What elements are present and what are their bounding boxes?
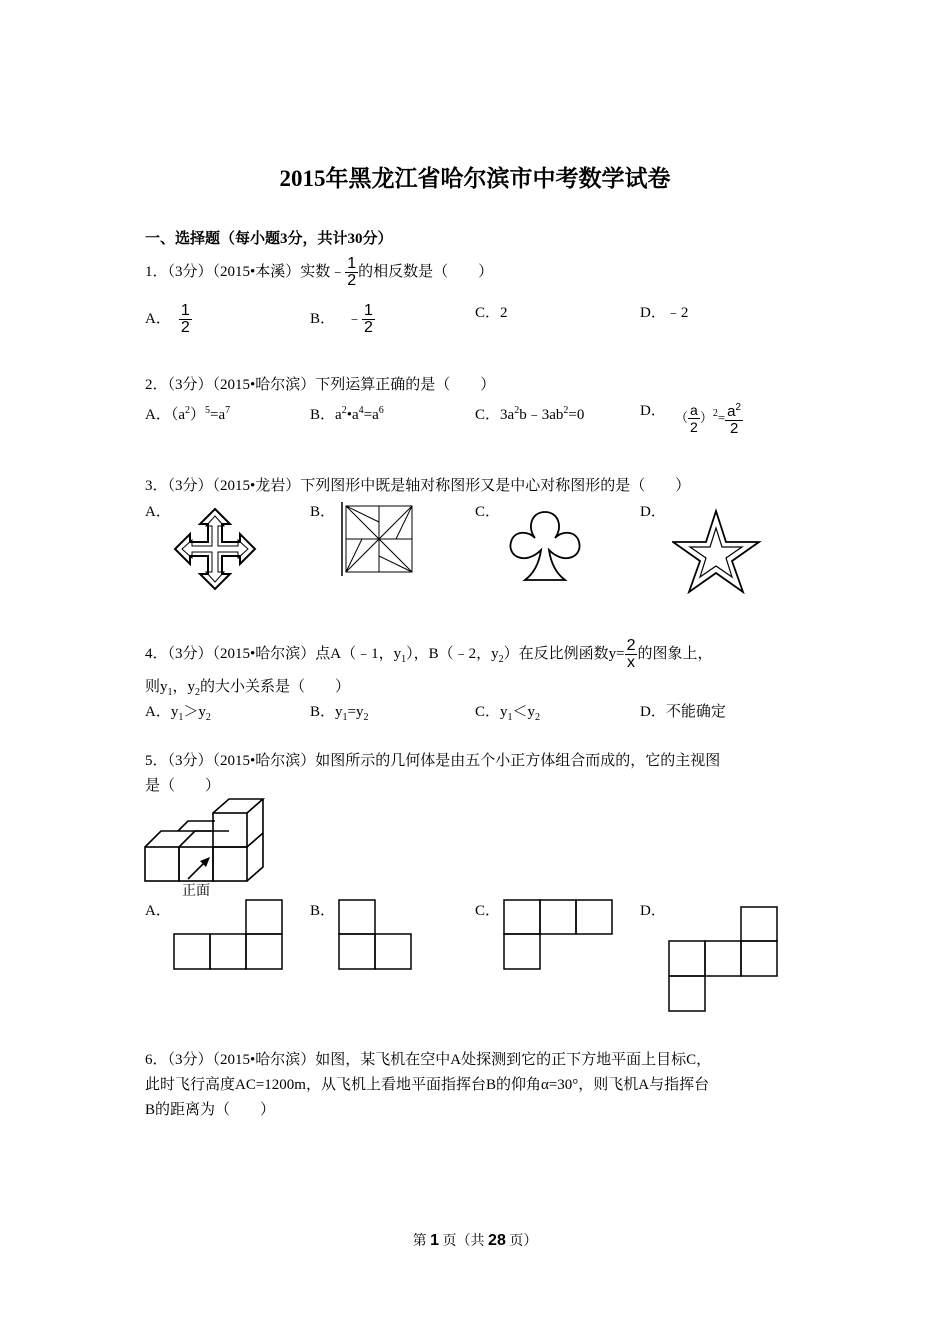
q3-option-b[interactable]: B． [310,504,336,520]
pinwheel-figure [338,500,420,578]
q2-option-d-label[interactable]: D． [640,403,666,419]
q1-option-b[interactable]: B． ﹣ $\frac{1}{2}$ [310,302,373,336]
q1-option-d[interactable]: D．﹣2 [640,305,689,321]
q6-stem-line2: 此时飞行高度AC=1200m，从飞机上看地平面指挥台B的仰角α=30°，则飞机A与指挥台 [145,1077,710,1093]
q5-view-a [173,899,285,971]
q4-option-c[interactable]: C．$y_1<y_2$ [475,704,541,723]
q5-view-d [668,906,780,1014]
q1-stem: 1．（3分）（2015•本溪）实数﹣ $\frac{1}{2}$ 的相反数是（ ） [145,255,494,289]
q3-option-c[interactable]: C． [475,504,501,520]
q5-stem-line2: 是（ ） [145,778,221,794]
section-heading: 一、选择题（每小题3分，共计30分） [145,231,393,247]
q4-option-b[interactable]: B．$y_1=y_2$ [310,704,369,723]
q1-option-c[interactable]: C．2 [475,305,508,321]
front-label: 正面 [182,883,210,899]
q6-stem: 6．（3分）（2015•哈尔滨）如图，某飞机在空中A处探测到它的正下方地平面上目标C， [145,1052,712,1068]
club-figure [505,506,585,586]
q2-option-d-expr: （ $\frac{a}{2}$ ）$^2$= $\frac{a^2}{2}$ [675,402,742,437]
q6-stem-line3: B的距离为（ ） [145,1102,276,1118]
q5-option-c[interactable]: C． [475,903,501,919]
page-total: 28 [488,1232,506,1249]
q2-option-c[interactable]: C．$3a^2b﹣3ab^2=0$ [475,405,585,423]
q5-view-b [338,899,414,971]
four-arrows-figure [172,506,258,592]
q3-option-d[interactable]: D． [640,504,666,520]
q1-option-a[interactable]: A． $\frac{1}{2}$ [145,302,190,336]
q5-option-d[interactable]: D． [640,903,666,919]
q5-view-c [503,899,615,971]
page-footer: 第 1 页（共 28 页） [412,1232,538,1249]
page-number: 1 [430,1232,440,1249]
q5-option-a[interactable]: A． [145,903,171,919]
q5-option-b[interactable]: B． [310,903,336,919]
star-figure [672,508,762,594]
q3-option-a[interactable]: A． [145,504,171,520]
q2-option-a[interactable]: A．$(a^2)^5=a^7$ [145,405,231,423]
page-title: 2015年黑龙江省哈尔滨市中考数学试卷 [279,166,671,191]
q1-fraction: $\frac{1}{2}$ [347,255,357,289]
q2-stem: 2．（3分）（2015•哈尔滨）下列运算正确的是（ ） [145,377,496,393]
q2-option-b[interactable]: B．$a^2•a^4=a^6$ [310,405,384,423]
q5-stem: 5．（3分）（2015•哈尔滨）如图所示的几何体是由五个小正方体组合而成的，它的主视图 [145,753,721,769]
cube-solid-figure [140,797,266,899]
q4-stem-line2: 则$y_1$，$y_2$的大小关系是（ ） [145,679,351,698]
q4-option-d[interactable]: D．不能确定 [640,704,726,720]
q4-option-a[interactable]: A．$y_1>y_2$ [145,704,211,723]
q4-stem: 4．（3分）（2015•哈尔滨）点A（﹣1，$y_1$），B（﹣2，$y_2$）在反比例函数y= $\frac{2}{x}$ 的图象上， [145,637,713,671]
q3-stem: 3．（3分）（2015•龙岩）下列图形中既是轴对称图形又是中心对称图形的是（ ） [145,478,691,494]
